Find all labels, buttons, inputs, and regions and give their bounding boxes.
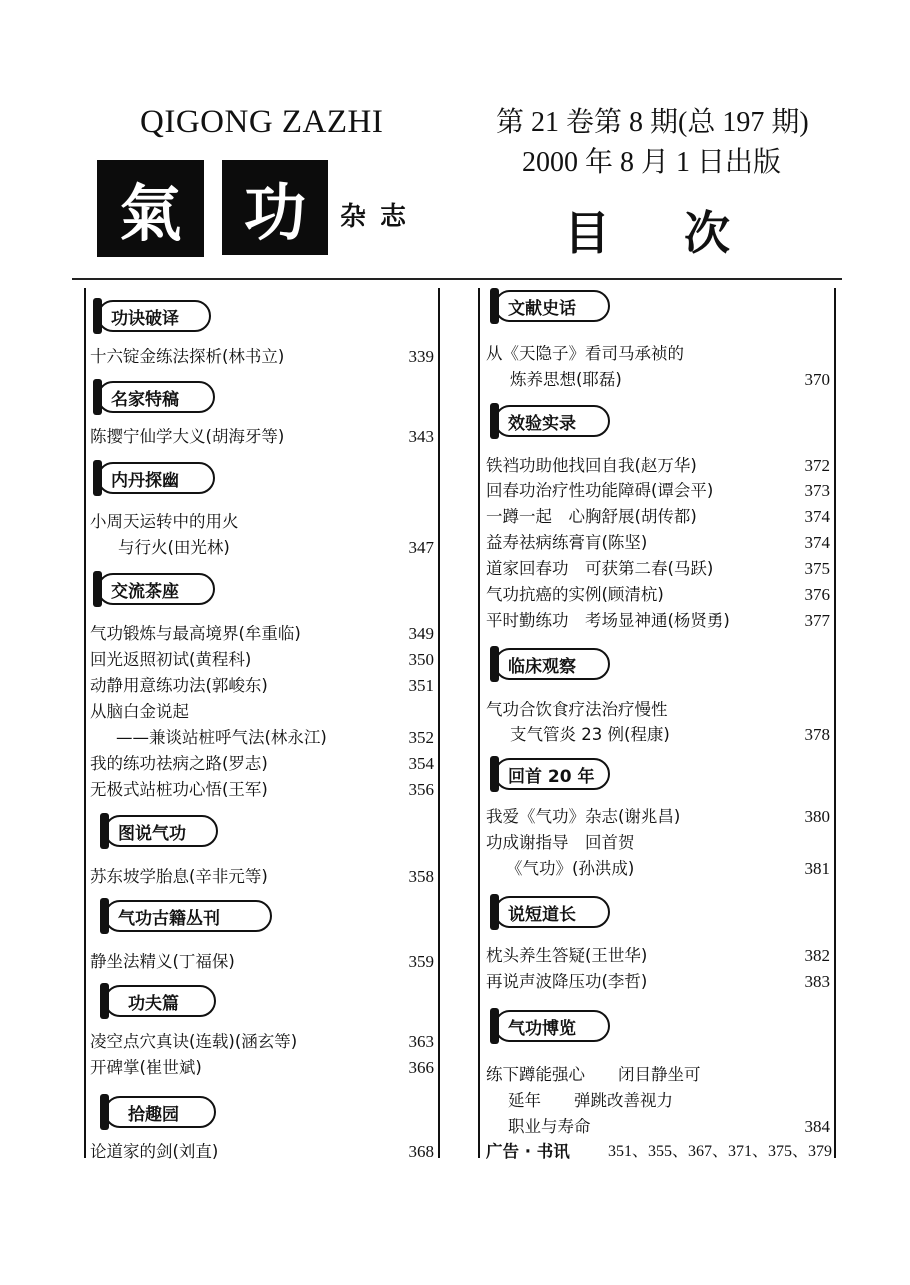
top-rule [72, 278, 842, 280]
toc-entry: 枕头养生答疑(王世华) [486, 946, 648, 965]
toc-page: 376 [804, 585, 830, 604]
toc-entry-cont: 炼养思想(耶磊) [510, 370, 622, 389]
section-header: 图说气功 [104, 815, 218, 847]
toc-entry: 静坐法精义(丁福保) [90, 952, 235, 971]
ads-label: 广告 · 书讯 [486, 1142, 570, 1161]
toc-entry-cont: 《气功》(孙洪成) [506, 859, 635, 878]
toc-page: 366 [408, 1058, 434, 1077]
toc-page: 378 [804, 725, 830, 744]
section-header: 拾趣园 [104, 1096, 216, 1128]
section-header: 内丹探幽 [97, 462, 215, 494]
toc-page: 352 [408, 728, 434, 747]
magazine-suffix: 杂志 [340, 202, 421, 232]
section-header: 效验实录 [494, 405, 610, 437]
right-column-rule-outer [834, 288, 836, 1158]
toc-entry: 气功抗癌的实例(顾清杭) [486, 585, 664, 604]
toc-entry: 我的练功祛病之路(罗志) [90, 754, 268, 773]
section-header: 功诀破译 [97, 300, 211, 332]
toc-page: 354 [408, 754, 434, 773]
toc-entry: 开碑掌(崔世斌) [90, 1058, 202, 1077]
toc-page: 358 [408, 867, 434, 886]
toc-page: 356 [408, 780, 434, 799]
toc-entry: 益寿祛病练膏肓(陈坚) [486, 533, 648, 552]
section-header: 气功古籍丛刊 [104, 900, 272, 932]
section-header: 文献史话 [494, 290, 610, 322]
toc-page: 347 [408, 538, 434, 557]
toc-entry-cont: ——兼谈站桩呼气法(林永江) [116, 728, 327, 747]
toc-page: 351 [408, 676, 434, 695]
left-column-rule-inner [438, 288, 440, 1158]
toc-entry: 论道家的剑(刘直) [90, 1142, 219, 1161]
toc-entry: 陈撄宁仙学大义(胡海牙等) [90, 427, 285, 446]
section-header: 交流茶座 [97, 573, 215, 605]
toc-page: 363 [408, 1032, 434, 1051]
toc-entry: 我爱《气功》杂志(谢兆昌) [486, 807, 681, 826]
toc-page: 368 [408, 1142, 434, 1161]
toc-entry: 凌空点穴真诀(连载)(涵玄等) [90, 1032, 298, 1051]
toc-page: 350 [408, 650, 434, 669]
toc-page: 380 [804, 807, 830, 826]
toc-entry: 无极式站桩功心悟(王军) [90, 780, 268, 799]
toc-page: 370 [804, 370, 830, 389]
toc-page: 377 [804, 611, 830, 630]
toc-entry: 再说声波降压功(李哲) [486, 972, 648, 991]
toc-entry: 从《天隐子》看司马承祯的 [486, 344, 684, 363]
left-column-rule-outer [84, 288, 86, 1158]
toc-entry: 平时勤练功 考场显神通(杨贤勇) [486, 611, 730, 630]
toc-entry: 从脑白金说起 [90, 702, 189, 721]
toc-entry: 铁裆功助他找回自我(赵万华) [486, 456, 697, 475]
toc-page: 375 [804, 559, 830, 578]
contents-heading: 目次 [564, 206, 804, 260]
toc-entry: 小周天运转中的用火 [90, 512, 239, 531]
toc-page: 383 [804, 972, 830, 991]
toc-page: 359 [408, 952, 434, 971]
toc-entry-cont: 延年 弹跳改善视力 [508, 1091, 673, 1110]
toc-page: 373 [804, 481, 830, 500]
toc-entry: 动静用意练功法(郭峻东) [90, 676, 268, 695]
toc-entry: 功成谢指导 回首贺 [486, 833, 635, 852]
section-header: 回首 20 年 [494, 758, 610, 790]
toc-page: 372 [804, 456, 830, 475]
toc-page: 339 [408, 347, 434, 366]
section-header: 名家特稿 [97, 381, 215, 413]
issue-line: 第 21 卷第 8 期(总 197 期) [496, 107, 809, 138]
section-header: 气功博览 [494, 1010, 610, 1042]
toc-page: 343 [408, 427, 434, 446]
date-line: 2000 年 8 月 1 日出版 [522, 147, 782, 178]
toc-entry: 道家回春功 可获第二春(马跃) [486, 559, 714, 578]
toc-entry: 练下蹲能强心 闭目静坐可 [486, 1065, 701, 1084]
toc-page: 384 [804, 1117, 830, 1136]
toc-entry: 苏东坡学胎息(辛非元等) [90, 867, 268, 886]
toc-entry-cont: 职业与寿命 [508, 1117, 591, 1136]
toc-entry: 气功合饮食疗法治疗慢性 [486, 700, 668, 719]
toc-entry-cont: 与行火(田光林) [118, 538, 230, 557]
toc-page: 349 [408, 624, 434, 643]
toc-page: 382 [804, 946, 830, 965]
toc-entry: 回春功治疗性功能障碍(谭会平) [486, 481, 714, 500]
toc-entry-cont: 支气管炎 23 例(程康) [510, 725, 670, 744]
logo-char-qi: 氣 [97, 160, 204, 257]
toc-entry: 十六锭金练法探析(林书立) [90, 347, 285, 366]
toc-entry: 回光返照初试(黄程科) [90, 650, 252, 669]
toc-page: 381 [804, 859, 830, 878]
logo-char-gong: 功 [222, 160, 328, 255]
section-header: 功夫篇 [104, 985, 216, 1017]
ads-pages: 351、355、367、371、375、379 [608, 1143, 833, 1160]
toc-page: 374 [804, 507, 830, 526]
section-header: 说短道长 [494, 896, 610, 928]
toc-page: 374 [804, 533, 830, 552]
romanized-title: QIGONG ZAZHI [140, 104, 384, 140]
toc-entry: 气功锻炼与最高境界(牟重临) [90, 624, 301, 643]
toc-entry: 一蹲一起 心胸舒展(胡传都) [486, 507, 697, 526]
right-column-rule-inner [478, 288, 480, 1158]
section-header: 临床观察 [494, 648, 610, 680]
